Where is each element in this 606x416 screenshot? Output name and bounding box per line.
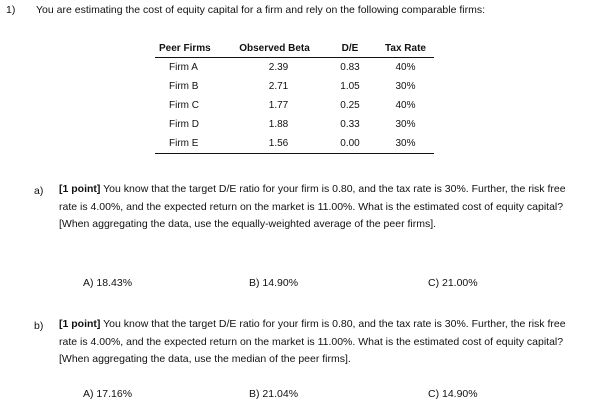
firm-name: Firm A	[169, 62, 198, 73]
firm-name: Firm C	[169, 100, 199, 111]
tax-rate-value: 30%	[395, 81, 416, 92]
part-b-label: b)	[34, 320, 44, 332]
part-a-choice-a[interactable]: A) 18.43%	[83, 277, 133, 289]
part-a-text: You know that the target D/E ratio for your firm is 0.80, and the tax rate is 30%. Further, the risk free rate is 4.00%, and the expected return on the market is 11.00%. What is the estimated cost of equity capital? [When aggregating the data, use the equally-weighted average of the peer firms].	[59, 183, 566, 230]
part-a-choice-c[interactable]: C) 21.00%	[428, 277, 478, 289]
firm-name: Firm D	[169, 119, 199, 130]
header-observed-beta: Observed Beta	[226, 41, 323, 58]
beta-value: 2.71	[268, 81, 289, 92]
tax-rate-value: 30%	[395, 119, 416, 130]
table-row	[155, 58, 434, 78]
part-a-question	[59, 181, 584, 234]
beta-value: 1.56	[268, 138, 289, 149]
part-a-choice-b[interactable]: B) 14.90%	[249, 277, 299, 289]
de-value: 0.33	[340, 119, 360, 130]
header-de: D/E	[323, 41, 377, 58]
part-b-points: [1 point]	[59, 318, 101, 330]
beta-value: 1.77	[268, 100, 289, 111]
tax-rate-value: 40%	[395, 100, 416, 111]
table-header-row	[155, 41, 434, 58]
peer-firms-table	[155, 41, 434, 154]
question-text: You are estimating the cost of equity capital for a firm and rely on the following comparable firms:	[36, 4, 486, 16]
table-row	[155, 134, 434, 154]
tax-rate-value: 40%	[395, 62, 416, 73]
firm-name: Firm B	[169, 81, 199, 92]
header-tax-rate: Tax Rate	[377, 41, 434, 58]
table-row	[155, 96, 434, 115]
de-value: 0.00	[340, 138, 360, 149]
part-b-choice-b[interactable]: B) 21.04%	[249, 388, 299, 400]
header-peer-firms: Peer Firms	[155, 41, 226, 58]
table-row	[155, 115, 434, 134]
part-b-text: You know that the target D/E ratio for your firm is 0.80, and the tax rate is 30%. Further, the risk free rate is 4.00%, and the expected return on the market is 11.00%. What is the estimated cost of equity capital? [When aggregating the data, use the median of the peer firms].	[59, 318, 566, 365]
beta-value: 2.39	[268, 62, 289, 73]
de-value: 1.05	[340, 81, 360, 92]
firm-name: Firm E	[169, 138, 199, 149]
de-value: 0.25	[340, 100, 360, 111]
beta-value: 1.88	[268, 119, 289, 130]
part-b-question	[59, 316, 584, 369]
part-b-choice-c[interactable]: C) 14.90%	[428, 388, 478, 400]
part-a-label: a)	[34, 185, 44, 197]
part-a-points: [1 point]	[59, 183, 101, 195]
tax-rate-value: 30%	[395, 138, 416, 149]
table-row	[155, 77, 434, 96]
part-b-choice-a[interactable]: A) 17.16%	[83, 388, 133, 400]
de-value: 0.83	[340, 62, 360, 73]
question-number: 1)	[6, 4, 16, 16]
